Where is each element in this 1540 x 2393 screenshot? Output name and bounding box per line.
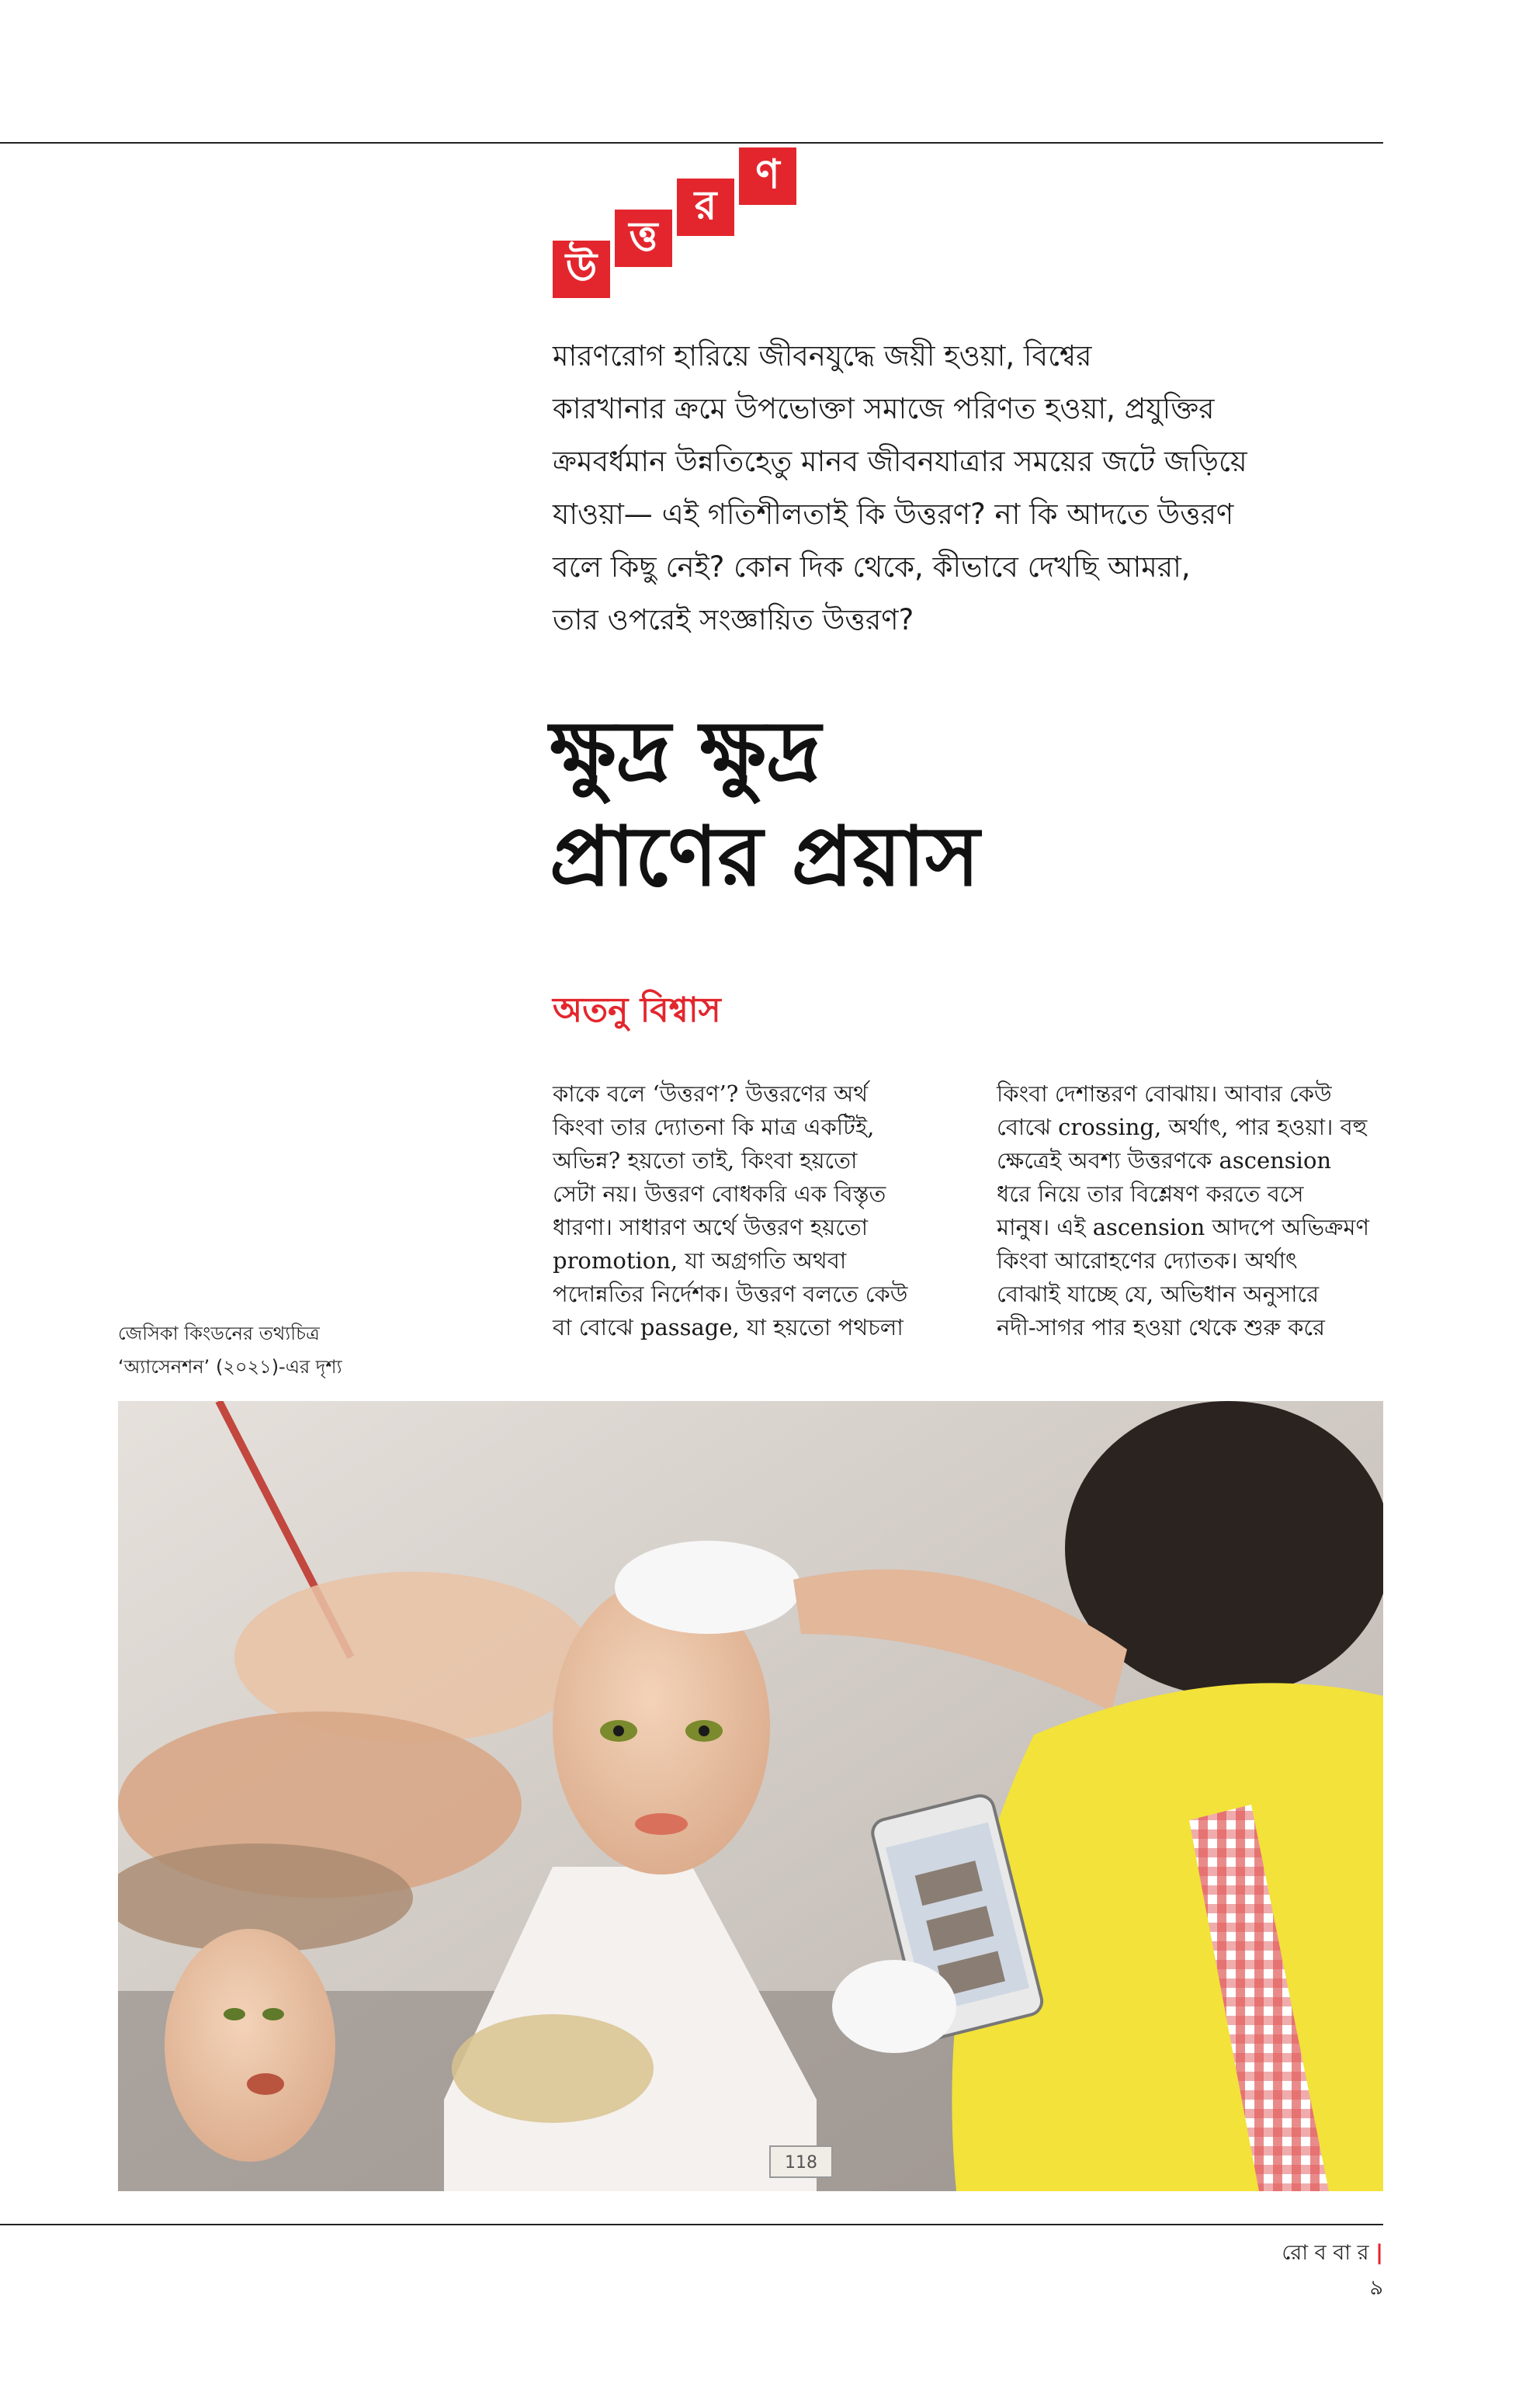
logo-letter-2: ত্ত: [615, 210, 672, 267]
body-line: সেটা নয়। উত্তরণ বোধকরি এক বিস্তৃত: [553, 1181, 886, 1207]
intro-line: কারখানার ক্রমে উপভোক্তা সমাজে পরিণত হওয়া, প্রযুক্তির: [553, 392, 1215, 425]
body-column-1: [553, 1077, 1003, 1344]
body-line: বা বোঝে passage, যা হয়তো পথচলা: [553, 1314, 904, 1340]
body-line: ধারণা। সাধারণ অর্থে উত্তরণ হয়তো: [553, 1214, 869, 1240]
folio-page-number: ৯: [1369, 2276, 1383, 2300]
body-line: অভিন্ন? হয়তো তাই, কিংবা হয়তো: [553, 1147, 858, 1174]
body-line: promotion, যা অগ্রগতি অথবা: [553, 1247, 847, 1274]
headline-line-1: ক্ষুদ্র ক্ষুদ্র: [550, 703, 821, 799]
article-photo: [118, 1401, 1383, 2191]
body-line: মানুষ। এই ascension আদপে অভিক্রমণ: [997, 1214, 1370, 1240]
body-line: ধরে নিয়ে তার বিশ্লেষণ করতে বসে: [997, 1181, 1304, 1207]
logo-letter-1: উ: [553, 241, 610, 298]
intro-line: মারণরোগ হারিয়ে জীবনযুদ্ধে জয়ী হওয়া, বিশ্বের: [553, 339, 1092, 373]
section-logo: [553, 147, 832, 303]
body-line: নদী-সাগর পার হওয়া থেকে শুরু করে: [997, 1314, 1325, 1340]
intro-line: বলে কিছু নেই? কোন দিক থেকে, কীভাবে দেখছি আমরা,: [553, 550, 1191, 584]
body-line: বোঝাই যাচ্ছে যে, অভিধান অনুসারে: [997, 1281, 1320, 1307]
page-folio: [1273, 2237, 1383, 2307]
body-column-2: [997, 1077, 1400, 1344]
author-byline: অতনু বিশ্বাস: [553, 990, 721, 1030]
logo-letter-3: র: [677, 179, 734, 236]
bottom-rule: [0, 2224, 1383, 2225]
body-line: কাকে বলে ‘উত্তরণ’? উত্তরণের অর্থ: [553, 1080, 869, 1107]
photo-caption: [118, 1317, 444, 1384]
logo-letter-4: ণ: [739, 147, 796, 205]
folio-magazine-name: রো ব বা র: [1282, 2241, 1369, 2265]
headline-line-2: প্রাণের প্রয়াস: [550, 809, 980, 904]
photo-illustration: [118, 1401, 1383, 2191]
body-line: কিংবা দেশান্তরণ বোঝায়। আবার কেউ: [997, 1080, 1332, 1107]
intro-line: তার ওপরেই সংজ্ঞায়িত উত্তরণ?: [553, 603, 914, 636]
caption-line-2: ‘অ্যাসেনশন’ (২০২১)-এর দৃশ্য: [118, 1356, 342, 1378]
body-line: বোঝে crossing, অর্থাৎ, পার হওয়া। বহু: [997, 1114, 1368, 1140]
folio-separator: |: [1375, 2241, 1383, 2265]
bust-tag-label: 118: [785, 2153, 817, 2173]
body-line: ক্ষেত্রেই অবশ্য উত্তরণকে ascension: [997, 1147, 1332, 1174]
top-rule: [0, 142, 1383, 144]
body-line: পদোন্নতির নির্দেশক। উত্তরণ বলতে কেউ: [553, 1281, 908, 1307]
intro-paragraph: [553, 330, 1383, 647]
intro-line: যাওয়া— এই গতিশীলতাই কি উত্তরণ? না কি আদতে উত্তরণ: [553, 498, 1234, 531]
body-line: কিংবা তার দ্যোতনা কি মাত্র একটিই,: [553, 1114, 875, 1140]
body-line: কিংবা আরোহণের দ্যোতক। অর্থাৎ: [997, 1247, 1298, 1274]
intro-line: ক্রমবর্ধমান উন্নতিহেতু মানব জীবনযাত্রার সময়ের জটে জড়িয়ে: [553, 445, 1247, 478]
caption-line-1: জেসিকা কিংডনের তথ্যচিত্র: [118, 1323, 320, 1344]
article-headline: [550, 699, 1380, 910]
